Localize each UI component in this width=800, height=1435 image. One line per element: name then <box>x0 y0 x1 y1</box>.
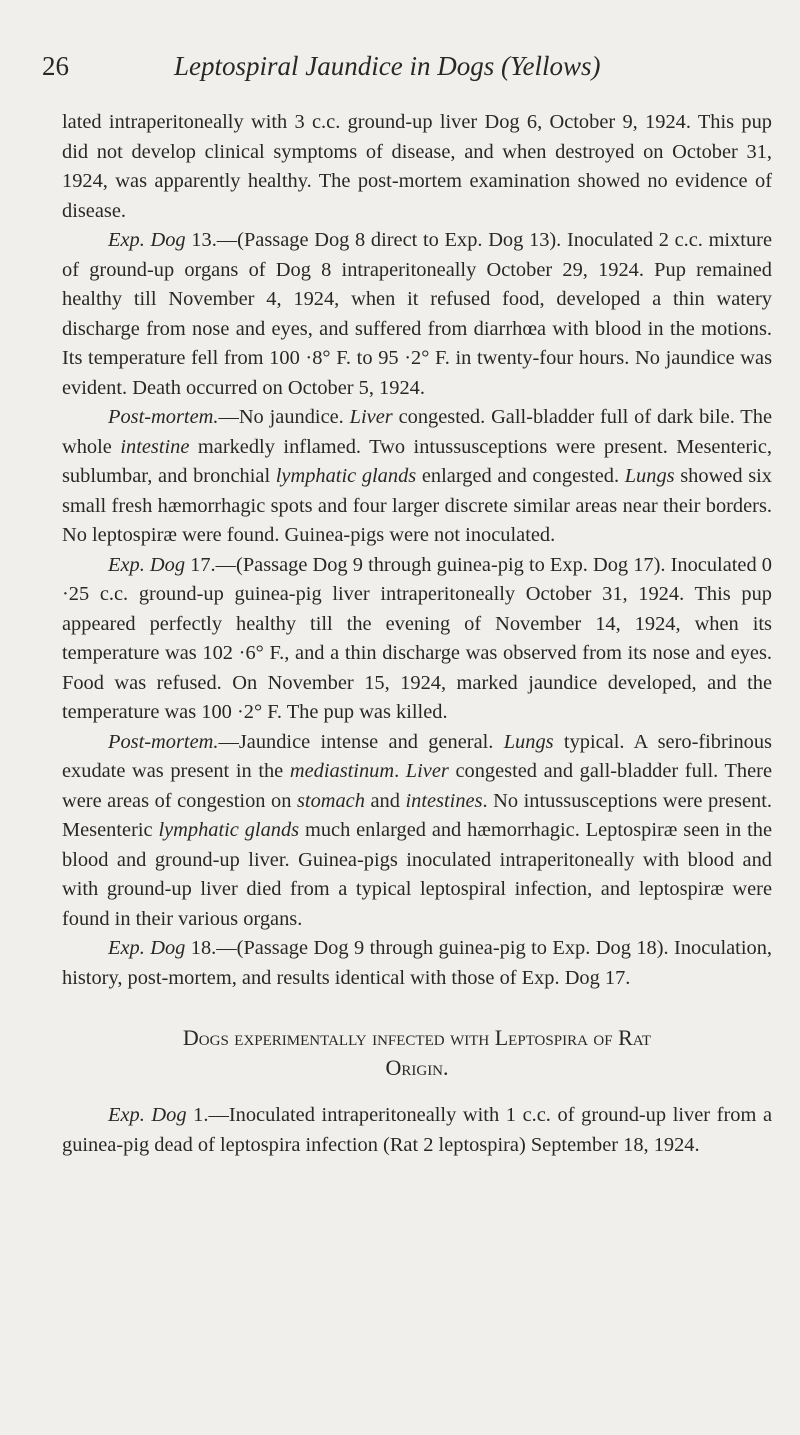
paragraph-text: much enlarged and hæmorrhagic. Leptospiræ seen in the blood and ground-up liver. Guinea-pigs inoculated intraperitoneally with blood and with ground-up liver died from a typical leptospiral infection, and leptospiræ were found in their various organs. <box>62 819 772 930</box>
page-number: 26 <box>42 51 69 81</box>
italic-term: mediastinum <box>289 760 395 782</box>
paragraph-text: and <box>364 789 406 812</box>
paragraph-exp-dog-18 <box>62 934 772 993</box>
running-header <box>42 46 742 86</box>
paragraph-post-mortem-17 <box>62 728 772 935</box>
paragraph-label: Exp. Dog <box>108 937 186 959</box>
paragraph-text: congested. Gall-bladder full of dark bile. The whole <box>62 406 772 458</box>
paragraph-text: . No intussusceptions were present. Mesenteric <box>62 789 773 841</box>
paragraph-text: 13.—(Passage Dog 8 direct to Exp. Dog 13). Inoculated 2 c.c. mixture of ground-up organs of Dog 8 intraperitoneally October 29, 1924. Pup remained healthy till November 4, 1924, when it refused food, developed a thin watery discharge from nose and eyes, and suffered from diarrhœa with blood in the motions. Its temperature fell from 100 ·8° F. to 95 ·2° F. in twenty-four hours. No jaundice was evident. Death occurred on October 5, 1924. <box>62 229 772 399</box>
paragraph-exp-dog-1 <box>62 1101 772 1160</box>
italic-term: intestines <box>405 789 483 812</box>
body-text <box>62 108 772 1160</box>
paragraph-text: markedly inflamed. Two intussusceptions were present. Mesenteric, sublumbar, and bronchial <box>62 435 772 487</box>
section-heading-line: Dogs experimentally infected with Leptospira of Rat <box>182 1025 652 1050</box>
paragraph-post-mortem-13 <box>62 403 772 551</box>
paragraph-text: —Jaundice intense and general. <box>218 730 504 753</box>
paragraph-exp-dog-13 <box>62 226 772 403</box>
paragraph-continuation <box>62 108 772 226</box>
italic-term: intestine <box>120 435 190 458</box>
paragraph-label: Exp. Dog <box>108 1104 187 1126</box>
paragraph-text: showed six small fresh hæmorrhagic spots and four larger discrete similar areas near their borders. No leptospiræ were found. Guinea-pigs were not inoculated. <box>62 465 772 546</box>
section-heading <box>62 1023 772 1083</box>
running-title: Leptospiral Jaundice in Dogs (Yellows) <box>174 51 601 81</box>
italic-term: stomach <box>296 789 365 812</box>
italic-term: Lungs <box>503 730 554 753</box>
paragraph-text: typical. A sero-fibrinous exudate was present in the <box>62 730 772 782</box>
paragraph-text: —No jaundice. <box>218 406 350 428</box>
paragraph-text: congested and gall-bladder full. There were areas of congestion on <box>62 760 772 812</box>
paragraph-exp-dog-17 <box>62 551 772 728</box>
paragraph-text: 17.—(Passage Dog 9 through guinea-pig to Exp. Dog 17). Inoculated 0 ·25 c.c. ground-up guinea-pig liver intraperitoneally October 31, 1924. This pup appeared perfectly healthy till the evening of November 14, 1924, when its temperature was 102 ·6° F., and a thin discharge was observed from its nose and eyes. Food was refused. On November 15, 1924, marked jaundice developed, and the temperature was 100 ·2° F. The pup was killed. <box>62 553 772 723</box>
section-heading-line: Origin. <box>385 1055 449 1080</box>
paragraph-text: 18.—(Passage Dog 9 through guinea-pig to Exp. Dog 18). Inoculation, history, post-mortem, and results identical with those of Exp. Dog 17. <box>62 937 773 989</box>
paragraph-label: Post-mortem. <box>108 730 219 753</box>
italic-term: Liver <box>405 760 449 782</box>
paragraph-label: Exp. Dog <box>108 553 186 576</box>
italic-term: Lungs <box>624 465 675 487</box>
paragraph-label: Post-mortem. <box>108 406 219 428</box>
italic-term: lymphatic glands <box>158 819 300 841</box>
paragraph-text: enlarged and congested. <box>416 465 625 487</box>
italic-term: Liver <box>349 406 393 428</box>
paragraph-text: 1.—Inoculated intraperitoneally with 1 c.c. of ground-up liver from a guinea-pig dead of leptospira infection (Rat 2 leptospira) September 18, 1924. <box>62 1104 772 1156</box>
paragraph-label: Exp. Dog <box>108 229 186 251</box>
paragraph-text: lated intraperitoneally with 3 c.c. ground-up liver Dog 6, October 9, 1924. This pup did not develop clinical symptoms of disease, and when destroyed on October 31, 1924, was apparently healthy. The post-mortem examination showed no evidence of disease. <box>62 111 772 222</box>
italic-term: lymphatic glands <box>275 465 417 487</box>
paragraph-text: . <box>394 760 406 782</box>
